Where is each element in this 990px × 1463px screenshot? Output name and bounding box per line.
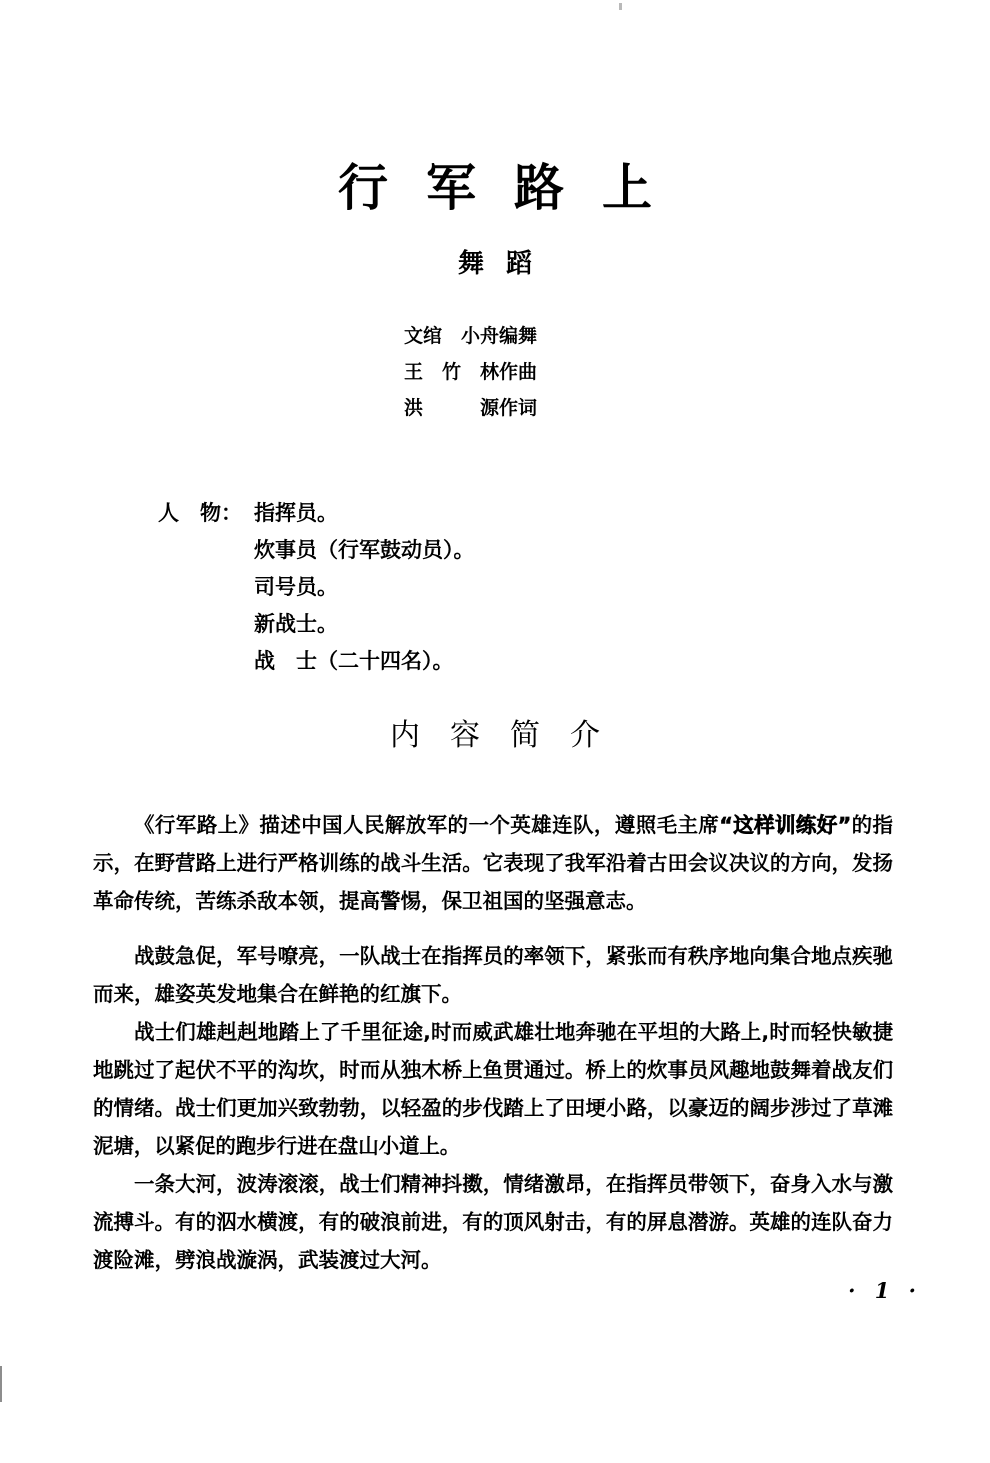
- cast-row: [158, 569, 758, 606]
- paragraph-1-part-a: 《行军路上》描述中国人民解放军的一个英雄连队，遵照毛主席: [134, 813, 720, 837]
- quoted-directive: “这样训练好”: [719, 813, 852, 837]
- cast-row: [158, 643, 758, 680]
- cast-entry: 新战士。: [254, 612, 338, 636]
- cast-row: [158, 495, 758, 532]
- page-subtitle: 舞蹈: [457, 249, 554, 279]
- page-title: 行军路上: [338, 159, 690, 217]
- credit-line-choreography: 文绾 小舟编舞: [404, 325, 538, 347]
- cast-list: [158, 495, 758, 680]
- paragraph-3: 战士们雄赳赳地踏上了千里征途,时而威武雄壮地奔驰在平坦的大路上,时而轻快敏捷地跳过了起伏不平的沟坎，时而从独木桥上鱼贯通过。桥上的炊事员风趣地鼓舞着战友们的情绪。战士们更加兴致勃勃，以轻盈的步伐踏上了田埂小路，以豪迈的阔步涉过了草滩泥塘，以紧促的跑步行进在盘山小道上。: [93, 1020, 893, 1158]
- credit-line-lyricist: 洪 源作词: [404, 397, 538, 419]
- paragraph-1-part-b: 的指示，在野营路上进行严格训练的战斗生活。它表现了我军沿着古田会议决议的方向，发扬革命传统，苦练杀敌本领，提高警惕，保卫祖国的坚强意志。: [93, 813, 893, 913]
- cast-label: 人 物：: [158, 501, 242, 525]
- credit-line-composer: 王 竹 林作曲: [404, 361, 538, 383]
- cast-row: [158, 532, 758, 569]
- cast-entry: 炊事员（行军鼓动员）。: [254, 538, 475, 562]
- paragraph-2: 战鼓急促，军号嘹亮，一队战士在指挥员的率领下，紧张而有秩序地向集合地点疾驰而来，雄姿英发地集合在鲜艳的红旗下。: [93, 944, 893, 1006]
- cast-entry: 战 士（二十四名）。: [254, 649, 454, 673]
- cast-row: [158, 606, 758, 643]
- cast-entry: 司号员。: [254, 575, 338, 599]
- cast-entry: 指挥员。: [254, 501, 338, 525]
- synopsis-body: [93, 806, 893, 1279]
- section-heading-synopsis: 内容简介: [390, 718, 630, 753]
- page-number: · 1 ·: [848, 1278, 922, 1303]
- scan-artifact-speck: [619, 3, 622, 10]
- scan-artifact-edge: [0, 1366, 2, 1402]
- credits-block: [404, 318, 734, 426]
- paragraph-1: [93, 806, 893, 920]
- paragraph-4: 一条大河，波涛滚滚，战士们精神抖擞，情绪激昂，在指挥员带领下，奋身入水与激流搏斗。有的泅水横渡，有的破浪前进，有的顶风射击，有的屏息潜游。英雄的连队奋力渡险滩，劈浪战漩涡，武装渡过大河。: [93, 1172, 893, 1272]
- paragraph-spacer: [93, 920, 893, 937]
